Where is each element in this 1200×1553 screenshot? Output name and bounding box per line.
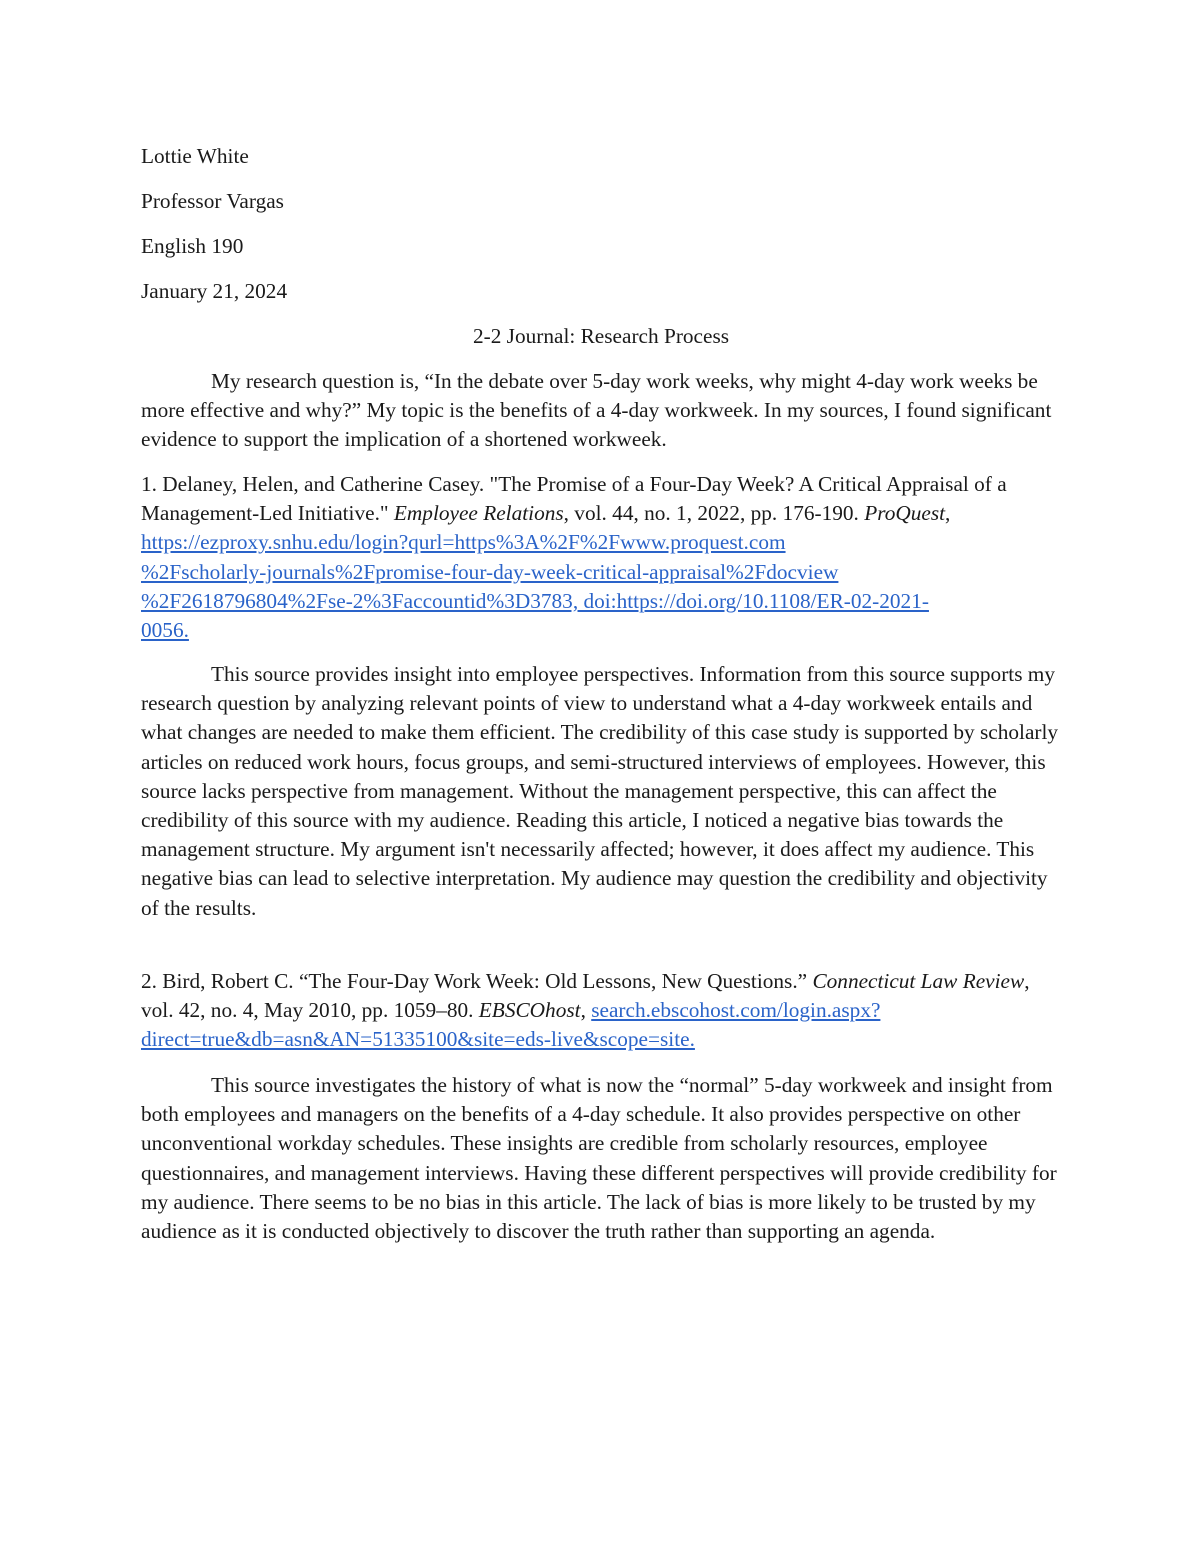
source2-separator: , (580, 998, 592, 1023)
source1-journal: Employee Relations (393, 501, 564, 526)
source2-database: EBSCOhost (478, 998, 581, 1023)
source2-citation (141, 967, 1061, 1055)
source1-link-line-2[interactable]: %2Fscholarly-journals%2Fpromise-four-day-week-critical-appraisal%2Fdocview (141, 559, 839, 584)
source1-database: ProQuest (864, 501, 946, 526)
source1-link-line-4[interactable]: 0056. (141, 618, 189, 643)
source1-citation-paragraph (141, 470, 1061, 645)
source2-journal: Connecticut Law Review (812, 969, 1025, 993)
course-name: English 190 (141, 234, 244, 258)
professor-name: Professor Vargas (141, 189, 284, 213)
source1-link-line-3[interactable]: %2F2618796804%2Fse-2%3Faccountid%3D3783, doi:https://doi.org/10.1108/ER-02-2021- (141, 588, 929, 613)
intro-section (141, 367, 1061, 455)
student-name: Lottie White (141, 144, 249, 168)
submission-date: January 21, 2024 (141, 279, 288, 303)
source1-citation-text: 1. Delaney, Helen, and Catherine Casey. "The Promise of a Four-Day Week? A Critical Appraisal of a Management-Led Initiative." (141, 472, 1007, 526)
source1-separator: , (945, 501, 951, 526)
source2-link-line-2[interactable]: direct=true&db=asn&AN=51335100&site=eds-live&scope=site. (141, 1027, 695, 1052)
document-title: 2-2 Journal: Research Process (472, 324, 730, 348)
source2-details: , vol. 42, no. 4, May 2010, pp. 1059–80. (141, 969, 1030, 1023)
source1-citation (141, 470, 1061, 645)
source2-citation-text: 2. Bird, Robert C. “The Four-Day Work Week: Old Lessons, New Questions.” (141, 969, 813, 993)
source2-citation-paragraph (141, 967, 1061, 1055)
source1-analysis: This source provides insight into employee perspectives. Information from this source supports my research question by analyzing relevant points of view to understand what a 4-day workweek entails and what changes are needed to make them efficient. The credibility of this case study is supported by scholarly articles on reduced work hours, focus groups, and semi-structured interviews of employees. However, this source lacks perspective from management. Without the management perspective, this can affect the credibility of this source with my audience. Reading this article, I noticed a negative bias towards the management structure. My argument isn't necessarily affected; however, it does affect my audience. This negative bias can lead to selective interpretation. My audience may question the credibility and objectivity of the results. (141, 662, 1059, 920)
source1-link-line-1[interactable]: https://ezproxy.snhu.edu/login?qurl=https%3A%2F%2Fwww.proquest.com (141, 530, 786, 555)
source1-analysis-section (141, 660, 1061, 923)
source2-analysis-section (141, 1071, 1061, 1246)
source2-analysis: This source investigates the history of what is now the “normal” 5-day workweek and insight from both employees and managers on the benefits of a 4-day schedule. It also provides perspective on other unconventional workday schedules. These insights are credible from scholarly resources, employee questionnaires, and management interviews. Having these different perspectives will provide credibility for my audience. There seems to be no bias in this article. The lack of bias is more likely to be trusted by my audience as it is conducted objectively to discover the truth rather than supporting an agenda. (141, 1073, 1057, 1244)
source2-link-line-1[interactable]: search.ebscohost.com/login.aspx? (591, 998, 881, 1023)
source1-details: , vol. 44, no. 1, 2022, pp. 176-190. (563, 501, 865, 526)
intro-paragraph: My research question is, “In the debate over 5-day work weeks, why might 4-day work weeks be more effective and why?” My topic is the benefits of a 4-day workweek. In my sources, I found significant evidence to support the implication of a shortened workweek. (141, 369, 1052, 452)
